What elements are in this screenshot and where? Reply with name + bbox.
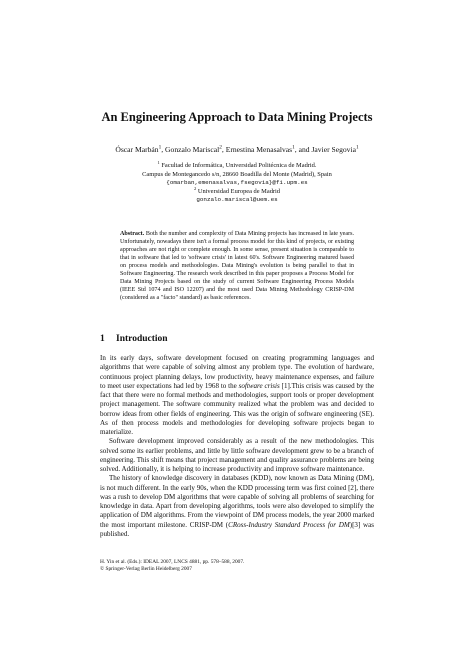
body-text-run: In its early days, software development focused on creating programming languages and algorithms that were capable of solving almost any problem type. The evolution of hardware, continuous project planning delays, low productivity, heavy maintenance expenses, and failure to meet user expectations had led by 1968 to the xyxy=(100,354,374,390)
affiliation-email: gonzalo.mariscal@uem.es xyxy=(196,196,278,204)
publication-footer xyxy=(100,559,374,573)
author-affiliation-mark: 1 xyxy=(158,144,162,151)
abstract xyxy=(120,230,354,302)
abstract-text: Both the number and complexity of Data Mining projects has increased in late years. Unfortunately, nowadays there isn't a formal process model for this kind of projects, or existing approaches are not right or complete enough. In some sense, present situation is comparable to that in software that led to 'software crisis' in latest 60's. Software Engineering matured based on process models and methodologies. Data Mining's evolution is being parallel to that in Software Engineering. The research work described in this paper proposes a Process Model for Data Mining Projects based on the study of current Software Engineering Process Models (IEEE Std 1074 and ISO 12207) and the most used Data Mining Methodology CRISP-DM (considered as a "facto" standard) as basic references. xyxy=(120,231,354,302)
section-heading xyxy=(100,333,374,345)
affiliation-2 xyxy=(120,185,354,197)
author-name: Óscar Marbán xyxy=(115,145,159,154)
section-title: Introduction xyxy=(116,334,168,344)
author-affiliation-mark: 1 xyxy=(292,144,295,151)
body-text xyxy=(100,354,374,539)
affiliation-text: Universidad Europea de Madrid xyxy=(197,187,280,195)
affiliations xyxy=(120,159,354,205)
abstract-label: Abstract. xyxy=(120,231,145,237)
copyright-line: © Springer-Verlag Berlin Heidelberg 2007 xyxy=(100,566,192,573)
body-paragraph xyxy=(100,474,374,539)
body-paragraph xyxy=(100,354,374,437)
affiliation-email: {omarban,emenasalvas,fsegovia}@fi.upm.es xyxy=(166,179,308,187)
body-emphasis: software crisis xyxy=(238,381,280,390)
citation-line: H. Yin et al. (Eds.): IDEAL 2007, LNCS 4881, pp. 578–588, 2007. xyxy=(100,559,245,565)
section-number: 1 xyxy=(100,334,105,344)
author-separator: , xyxy=(161,145,166,154)
body-text-run: )[3] was published. xyxy=(100,520,374,538)
author-name: Gonzalo Mariscal xyxy=(165,145,220,154)
author-affiliation-mark: 1 xyxy=(355,144,359,151)
author-name: Javier Segovia xyxy=(311,145,356,154)
body-text-run: [1].This crisis was caused by the fact that there were no formal methods and methodologies, support tools or proper development project management. The software community realized what the problem was and decided to borrow ideas from other fields of engineering. This was the origin of software engineering (SE). As of then process models and methodologies for developing software projects began to materialize. xyxy=(100,381,374,436)
affiliation-text: Facultad de Informática, Universidad Politécnica de Madrid. xyxy=(161,162,317,169)
affiliation-mark: 2 xyxy=(193,185,197,191)
paper-title: An Engineering Approach to Data Mining Projects xyxy=(101,110,373,124)
author-separator: , and xyxy=(294,145,312,154)
body-paragraph: Software development improved considerably as a result of the new methodologies. This solved some its earlier problems, and little by little software development grew to be a branch of engineering. This shift means that project management and quality assurance problems are being solved. Additionally, it is helping to increase productivity and improve software maintenance. xyxy=(100,437,374,473)
affiliation-mark: 1 xyxy=(157,159,160,165)
author-separator: , xyxy=(221,145,226,154)
author-list xyxy=(60,145,414,155)
body-text-run: The history of knowledge discovery in databases (KDD), now known as Data Mining (DM), is not much different. In the early 90s, when the KDD processing term was first coined [2], there was a rush to develop DM algorithms that were capable of solving all problems of searching for knowledge in data. Apart from developing algorithms, tools were also developed to simplify the application of DM algorithms. From the viewpoint of DM process models, the year 2000 marked the most important milestone. CRISP-DM ( xyxy=(100,474,374,529)
affiliation-1 xyxy=(120,159,354,171)
author-name: Ernestina Menasalvas xyxy=(225,145,293,154)
affiliation-address: Campus de Montegancedo s/n, 28660 Boadilla del Monte (Madrid), Spain xyxy=(142,170,332,178)
body-emphasis: CRoss-Industry Standard Process for DM xyxy=(228,520,350,529)
author-affiliation-mark: 2 xyxy=(219,144,222,151)
